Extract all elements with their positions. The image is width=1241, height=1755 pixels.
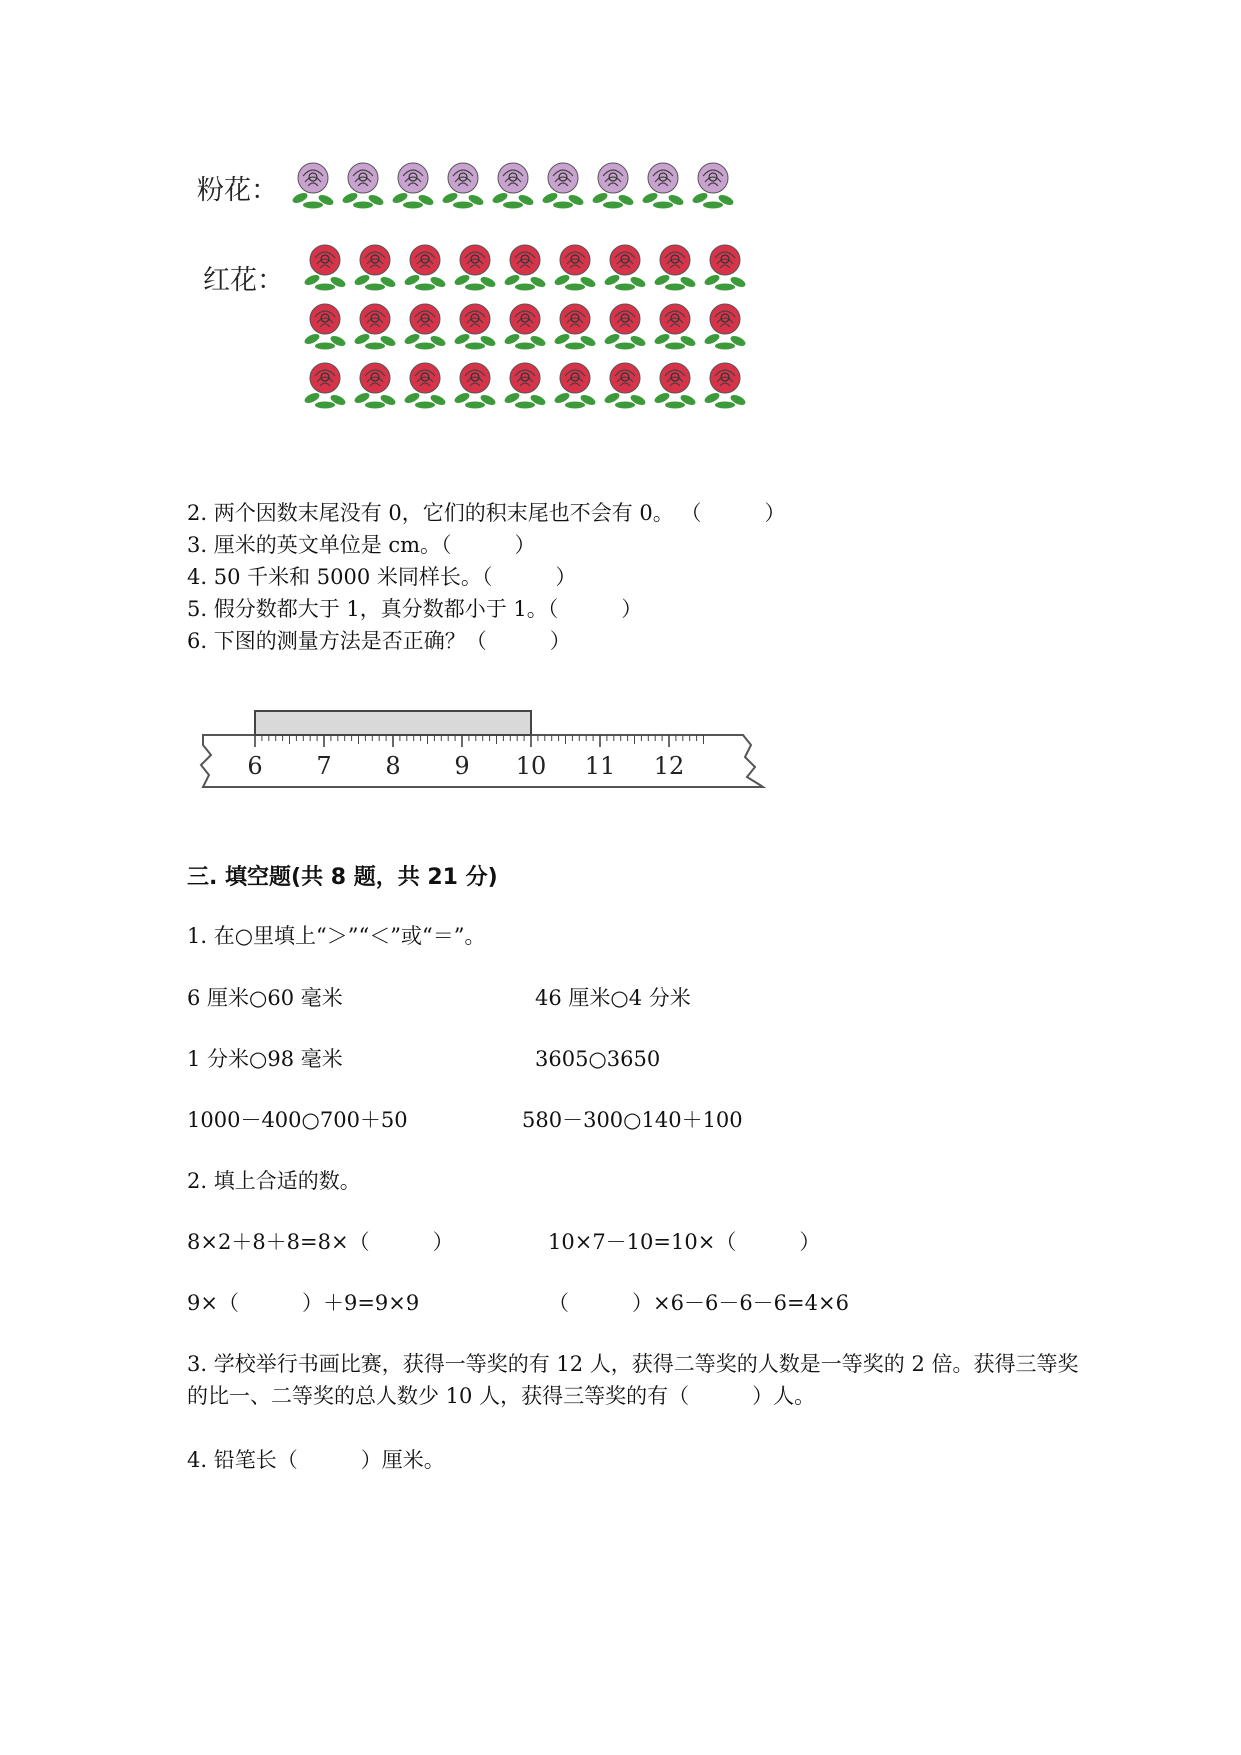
pink-flower-row: [290, 158, 737, 210]
pink-flower-icon: [640, 158, 687, 210]
q2-row1-left: 8×2＋8＋8=8×（ ）: [187, 1230, 454, 1254]
red-flower-icon: [652, 240, 699, 292]
pink-flower-icon: [390, 158, 437, 210]
pink-flower-icon: [440, 158, 487, 210]
red-flower-icon: [402, 299, 449, 351]
red-flower-icon: [452, 299, 499, 351]
measured-object: [255, 711, 531, 735]
q1-row3-right: 580－300○140＋100: [522, 1108, 743, 1132]
judge-item-6: 6. 下图的测量方法是否正确？（ ）: [187, 629, 571, 653]
red-flower-label: 红花：: [203, 265, 284, 296]
q1-row2-left: 1 分米○98 毫米: [187, 1047, 343, 1071]
red-flower-icon: [552, 358, 599, 410]
judge-item-2: 2. 两个因数末尾没有 0，它们的积末尾也不会有 0。 （ ）: [187, 501, 786, 525]
ruler-label: 7: [316, 752, 332, 780]
red-flower-icon: [402, 240, 449, 292]
q2-row2-right: （ ）×6－6－6－6=4×6: [548, 1291, 849, 1315]
red-flower-icon: [452, 358, 499, 410]
q3-text: 3. 学校举行书画比赛，获得一等奖的有 12 人，获得二等奖的人数是一等奖的 2 倍。获得三等奖的比一、二等奖的总人数少 10 人，获得三等奖的有（ ）人。: [187, 1352, 1079, 1408]
pink-flower-label: 粉花：: [197, 175, 278, 206]
ruler-label: 9: [454, 752, 470, 780]
pink-flower-icon: [540, 158, 587, 210]
q1-row3-left: 1000－400○700＋50: [187, 1108, 408, 1132]
judge-item-5: 5. 假分数都大于 1，真分数都小于 1。（ ）: [187, 597, 643, 621]
ruler-label: 6: [247, 752, 263, 780]
ruler-label: 10: [515, 752, 547, 780]
red-flower-icon: [702, 299, 749, 351]
red-flower-icon: [302, 358, 349, 410]
q2-row2-left: 9×（ ）＋9=9×9: [187, 1291, 420, 1315]
section-3-title: 三. 填空题(共 8 题，共 21 分): [187, 865, 498, 890]
pink-flower-icon: [690, 158, 737, 210]
pink-flower-icon: [590, 158, 637, 210]
red-flower-icon: [352, 240, 399, 292]
q1-row1-left: 6 厘米○60 毫米: [187, 986, 343, 1010]
red-flower-icon: [602, 358, 649, 410]
red-flower-row: [302, 299, 749, 351]
ruler-svg: [195, 705, 785, 815]
q2-row1-right: 10×7－10=10×（ ）: [548, 1230, 821, 1254]
ruler-label: 8: [385, 752, 401, 780]
red-flower-icon: [302, 299, 349, 351]
pink-flower-icon: [490, 158, 537, 210]
red-flower-icon: [352, 358, 399, 410]
red-flower-icon: [602, 299, 649, 351]
q4-text: 4. 铅笔长（ ）厘米。: [187, 1448, 445, 1472]
red-flower-icon: [702, 240, 749, 292]
ruler-label: 12: [653, 752, 685, 780]
ruler-figure: [195, 705, 785, 815]
red-flower-icon: [602, 240, 649, 292]
red-flower-icon: [502, 358, 549, 410]
red-flower-icon: [552, 299, 599, 351]
q1-row2-right: 3605○3650: [535, 1047, 661, 1071]
red-flower-icon: [352, 299, 399, 351]
red-flower-rows: [302, 240, 749, 417]
red-flower-icon: [502, 240, 549, 292]
red-flower-icon: [302, 240, 349, 292]
red-flower-icon: [502, 299, 549, 351]
red-flower-icon: [702, 358, 749, 410]
red-flower-icon: [552, 240, 599, 292]
red-flower-icon: [402, 358, 449, 410]
pink-flower-icon: [290, 158, 337, 210]
ruler-label: 11: [584, 752, 616, 780]
judge-item-4: 4. 50 千米和 5000 米同样长。（ ）: [187, 565, 577, 589]
red-flower-icon: [652, 299, 699, 351]
q1-prompt: 1. 在○里填上“＞”“＜”或“＝”。: [187, 924, 486, 948]
red-flower-row: [302, 240, 749, 292]
red-flower-row: [302, 358, 749, 410]
red-flower-icon: [652, 358, 699, 410]
judge-item-3: 3. 厘米的英文单位是 cm。（ ）: [187, 533, 536, 557]
q2-prompt: 2. 填上合适的数。: [187, 1169, 361, 1193]
red-flower-icon: [452, 240, 499, 292]
pink-flower-icon: [340, 158, 387, 210]
q1-row1-right: 46 厘米○4 分米: [535, 986, 691, 1010]
